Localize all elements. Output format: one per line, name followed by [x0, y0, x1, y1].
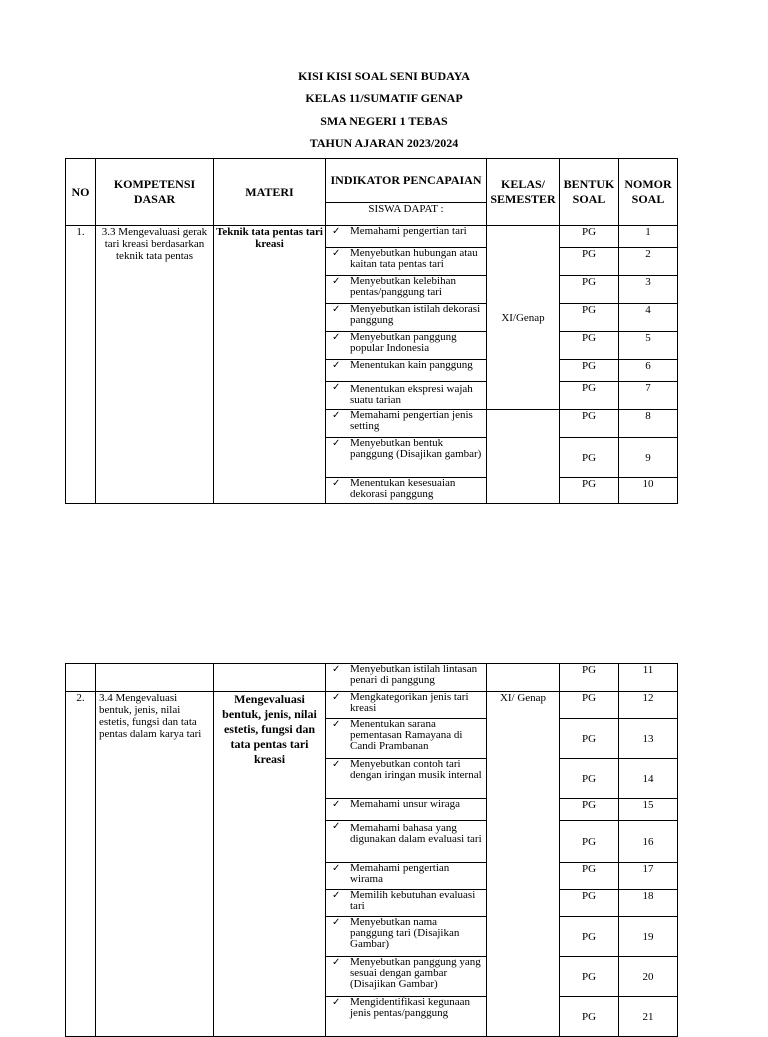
header-bentuk-line1: BENTUK — [563, 177, 615, 191]
materi-text: Teknik tata pentas tari kreasi — [214, 226, 326, 504]
nomor-soal: 14 — [619, 759, 678, 799]
indikator-cell — [326, 997, 487, 1037]
header-indikator: INDIKATOR PENCAPAIAN — [326, 159, 487, 203]
check-icon: ✓ — [332, 248, 341, 259]
indikator-text: Memahami pengertian tari — [350, 225, 467, 237]
indikator-text: Menentukan kain panggung — [350, 359, 473, 371]
nomor-soal: 3 — [619, 276, 678, 304]
indikator-cell — [326, 304, 487, 332]
header-kd-line2: DASAR — [133, 192, 176, 206]
indikator-text: Mengidentifikasi kegunaan jenis pentas/panggung — [350, 996, 471, 1019]
check-icon: ✓ — [332, 382, 341, 393]
header-kd-line1: KOMPETENSI — [113, 177, 196, 191]
kisi-table-2 — [65, 663, 678, 1037]
indikator-cell — [326, 664, 487, 692]
bentuk-soal: PG — [560, 917, 619, 957]
check-icon: ✓ — [332, 890, 341, 901]
nomor-soal: 21 — [619, 997, 678, 1037]
indikator-cell — [326, 890, 487, 917]
bentuk-soal: PG — [560, 248, 619, 276]
nomor-soal: 11 — [619, 664, 678, 692]
kd-text: 3.4 Mengevaluasi bentuk, jenis, nilai estetis, fungsi dan tata pentas dalam karya tari — [96, 692, 214, 1037]
check-icon: ✓ — [332, 304, 341, 315]
check-icon: ✓ — [332, 360, 341, 371]
bentuk-soal: PG — [560, 863, 619, 890]
indikator-cell — [326, 332, 487, 360]
nomor-soal: 5 — [619, 332, 678, 360]
indikator-text: Memahami pengertian wirama — [350, 862, 450, 885]
indikator-cell — [326, 863, 487, 890]
bentuk-soal: PG — [560, 957, 619, 997]
nomor-soal: 12 — [619, 692, 678, 719]
check-icon: ✓ — [332, 719, 341, 730]
doc-title: KISI KISI SOAL SENI BUDAYA — [298, 69, 470, 83]
bentuk-soal: PG — [560, 890, 619, 917]
doc-subtitle-school: SMA NEGERI 1 TEBAS — [320, 114, 448, 128]
header-kelas-line1: KELAS/ — [500, 177, 545, 191]
check-icon: ✓ — [332, 692, 341, 703]
check-icon: ✓ — [332, 438, 341, 449]
check-icon: ✓ — [332, 226, 341, 237]
check-icon: ✓ — [332, 478, 341, 489]
bentuk-soal: PG — [560, 276, 619, 304]
indikator-cell — [326, 360, 487, 382]
bentuk-soal: PG — [560, 226, 619, 248]
indikator-text: Menyebutkan hubungan atau kaitan tata pentas tari — [350, 247, 478, 270]
nomor-soal: 17 — [619, 863, 678, 890]
indikator-cell — [326, 799, 487, 821]
indikator-cell — [326, 478, 487, 504]
nomor-soal: 16 — [619, 821, 678, 863]
indikator-text: Menyebutkan contoh tari dengan iringan musik internal — [350, 758, 482, 781]
indikator-cell — [326, 382, 487, 410]
bentuk-soal: PG — [560, 759, 619, 799]
indikator-cell — [326, 410, 487, 438]
indikator-text: Mengkategorikan jenis tari kreasi — [350, 691, 469, 714]
nomor-soal: 8 — [619, 410, 678, 438]
nomor-soal: 15 — [619, 799, 678, 821]
header-nomor-line2: SOAL — [631, 192, 665, 206]
header-kelas-line2: SEMESTER — [490, 192, 556, 206]
indikator-text: Menyebutkan bentuk panggung (Disajikan gambar) — [350, 437, 482, 460]
doc-subtitle-year: TAHUN AJARAN 2023/2024 — [309, 136, 459, 150]
nomor-soal: 1 — [619, 226, 678, 248]
materi-text: Mengevaluasi bentuk, jenis, nilai estetis, fungsi dan tata pentas tari kreasi — [214, 692, 326, 1037]
kelas-text: XI/ Genap — [487, 692, 560, 1037]
bentuk-soal: PG — [560, 332, 619, 360]
kisi-table-1 — [65, 158, 678, 504]
check-icon: ✓ — [332, 917, 341, 928]
bentuk-soal: PG — [560, 360, 619, 382]
check-icon: ✓ — [332, 410, 341, 421]
indikator-cell — [326, 917, 487, 957]
check-icon: ✓ — [332, 821, 341, 832]
bentuk-soal: PG — [560, 799, 619, 821]
header-materi: MATERI — [214, 159, 326, 226]
kelas-empty — [487, 410, 560, 504]
nomor-soal: 19 — [619, 917, 678, 957]
bentuk-soal: PG — [560, 304, 619, 332]
check-icon: ✓ — [332, 863, 341, 874]
indikator-text: Memilih kebutuhan evaluasi tari — [350, 889, 476, 912]
indikator-text: Menyebutkan istilah lintasan penari di panggung — [350, 663, 478, 686]
nomor-soal: 18 — [619, 890, 678, 917]
header-bentuk — [560, 159, 619, 226]
materi-empty — [214, 664, 326, 692]
nomor-soal: 10 — [619, 478, 678, 504]
indikator-cell — [326, 276, 487, 304]
header-siswa-dapat: SISWA DAPAT : — [326, 203, 487, 226]
header-no: NO — [66, 159, 96, 226]
indikator-cell — [326, 692, 487, 719]
doc-subtitle-class: KELAS 11/SUMATIF GENAP — [305, 91, 463, 105]
header-kd — [96, 159, 214, 226]
bentuk-soal: PG — [560, 478, 619, 504]
header-bentuk-line2: SOAL — [572, 192, 606, 206]
bentuk-soal: PG — [560, 438, 619, 478]
indikator-cell — [326, 759, 487, 799]
indikator-text: Memahami pengertian jenis setting — [350, 409, 473, 432]
indikator-cell — [326, 957, 487, 997]
indikator-text: Menyebutkan istilah dekorasi panggung — [350, 303, 481, 326]
nomor-soal: 7 — [619, 382, 678, 410]
row-no: 1. — [66, 226, 96, 504]
indikator-text: Menentukan ekspresi wajah suatu tarian — [350, 383, 473, 406]
indikator-text: Menyebutkan kelebihan pentas/panggung tari — [350, 275, 456, 298]
nomor-soal: 13 — [619, 719, 678, 759]
check-icon: ✓ — [332, 799, 341, 810]
nomor-soal: 9 — [619, 438, 678, 478]
header-nomor-line1: NOMOR — [624, 177, 672, 191]
bentuk-soal: PG — [560, 410, 619, 438]
indikator-cell — [326, 248, 487, 276]
kd-empty — [96, 664, 214, 692]
check-icon: ✓ — [332, 664, 341, 675]
row-no-empty — [66, 664, 96, 692]
bentuk-soal: PG — [560, 821, 619, 863]
bentuk-soal: PG — [560, 664, 619, 692]
bentuk-soal: PG — [560, 719, 619, 759]
nomor-soal: 4 — [619, 304, 678, 332]
bentuk-soal: PG — [560, 382, 619, 410]
row-no: 2. — [66, 692, 96, 1037]
bentuk-soal: PG — [560, 997, 619, 1037]
kelas-text: XI/Genap — [487, 226, 560, 410]
header-kelas — [487, 159, 560, 226]
kd-text: 3.3 Mengevaluasi gerak tari kreasi berdasarkan teknik tata pentas — [96, 226, 214, 504]
check-icon: ✓ — [332, 957, 341, 968]
check-icon: ✓ — [332, 997, 341, 1008]
nomor-soal: 2 — [619, 248, 678, 276]
bentuk-soal: PG — [560, 692, 619, 719]
indikator-text: Menentukan sarana pementasan Ramayana di Candi Prambanan — [350, 718, 463, 752]
check-icon: ✓ — [332, 759, 341, 770]
indikator-cell — [326, 719, 487, 759]
check-icon: ✓ — [332, 332, 341, 343]
indikator-text: Menyebutkan panggung yang sesuai dengan gambar (Disajikan Gambar) — [350, 956, 481, 990]
header-nomor — [619, 159, 678, 226]
indikator-text: Memahami bahasa yang digunakan dalam evaluasi tari — [350, 822, 482, 845]
indikator-text: Menyebutkan nama panggung tari (Disajikan Gambar) — [350, 916, 460, 950]
nomor-soal: 6 — [619, 360, 678, 382]
indikator-cell — [326, 226, 487, 248]
indikator-text: Menyebutkan panggung popular Indonesia — [350, 331, 457, 354]
indikator-cell — [326, 438, 487, 478]
nomor-soal: 20 — [619, 957, 678, 997]
kelas-empty — [487, 664, 560, 692]
indikator-text: Menentukan kesesuaian dekorasi panggung — [350, 477, 456, 500]
indikator-cell — [326, 821, 487, 863]
indikator-text: Memahami unsur wiraga — [350, 798, 460, 810]
check-icon: ✓ — [332, 276, 341, 287]
